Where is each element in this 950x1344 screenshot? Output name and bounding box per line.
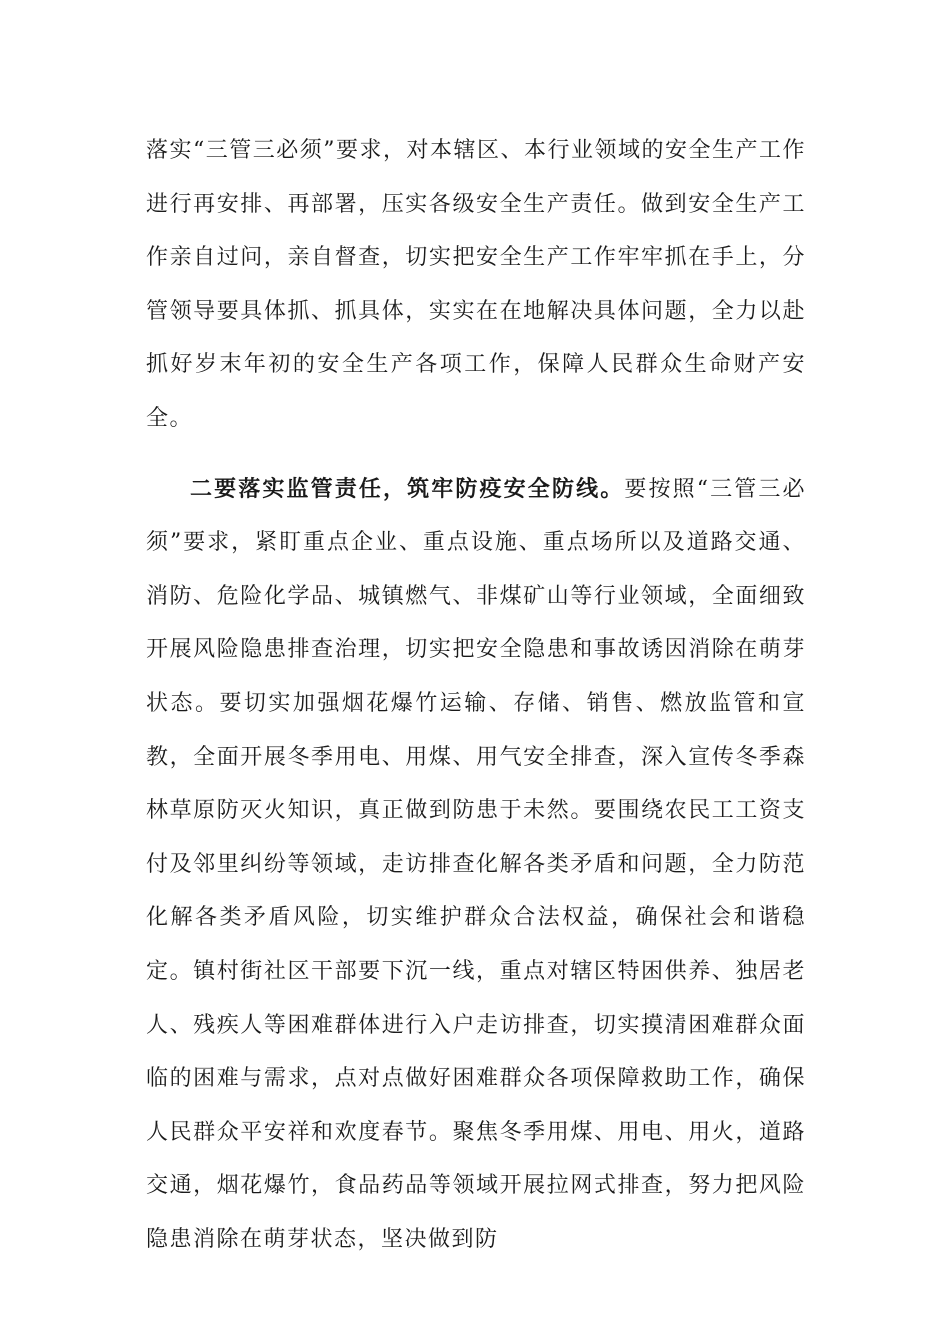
paragraph-lead-heading: 二要落实监管责任，筑牢防疫安全防线。 bbox=[190, 476, 625, 502]
paragraph-second-requirement bbox=[146, 463, 806, 1267]
paragraph-continuation bbox=[146, 124, 806, 446]
paragraph-text: 落实“三管三必须”要求，对本辖区、本行业领域的安全生产工作进行再安排、再部署，压实各级安全生产责任。做到安全生产工作亲自过问，亲自督查，切实把安全生产工作牢牢抓在手上，分管领导要具体抓、抓具体，实实在在地解决具体问题，全力以赴抓好岁末年初的安全生产各项工作，保障人民群众生命财产安全。 bbox=[146, 138, 806, 431]
paragraph-text: 要按照“三管三必须”要求，紧盯重点企业、重点设施、重点场所以及道路交通、消防、危险化学品、城镇燃气、非煤矿山等行业领域，全面细致开展风险隐患排查治理，切实把安全隐患和事故诱因消除在萌芽状态。要切实加强烟花爆竹运输、存储、销售、燃放监管和宣教，全面开展冬季用电、用煤、用气安全排查，深入宣传冬季森林草原防灭火知识，真正做到防患于未然。要围绕农民工工资支付及邻里纠纷等领域，走访排查化解各类矛盾和问题，全力防范化解各类矛盾风险，切实维护群众合法权益，确保社会和谐稳定。镇村街社区干部要下沉一线，重点对辖区特困供养、独居老人、残疾人等困难群体进行入户走访排查，切实摸清困难群众面临的困难与需求，点对点做好困难群众各项保障救助工作，确保人民群众平安祥和欢度春节。聚焦冬季用煤、用电、用火，道路交通，烟花爆竹，食品药品等领域开展拉网式排查，努力把风险隐患消除在萌芽状态，坚决做到防 bbox=[146, 476, 806, 1252]
document-body bbox=[146, 124, 806, 1266]
